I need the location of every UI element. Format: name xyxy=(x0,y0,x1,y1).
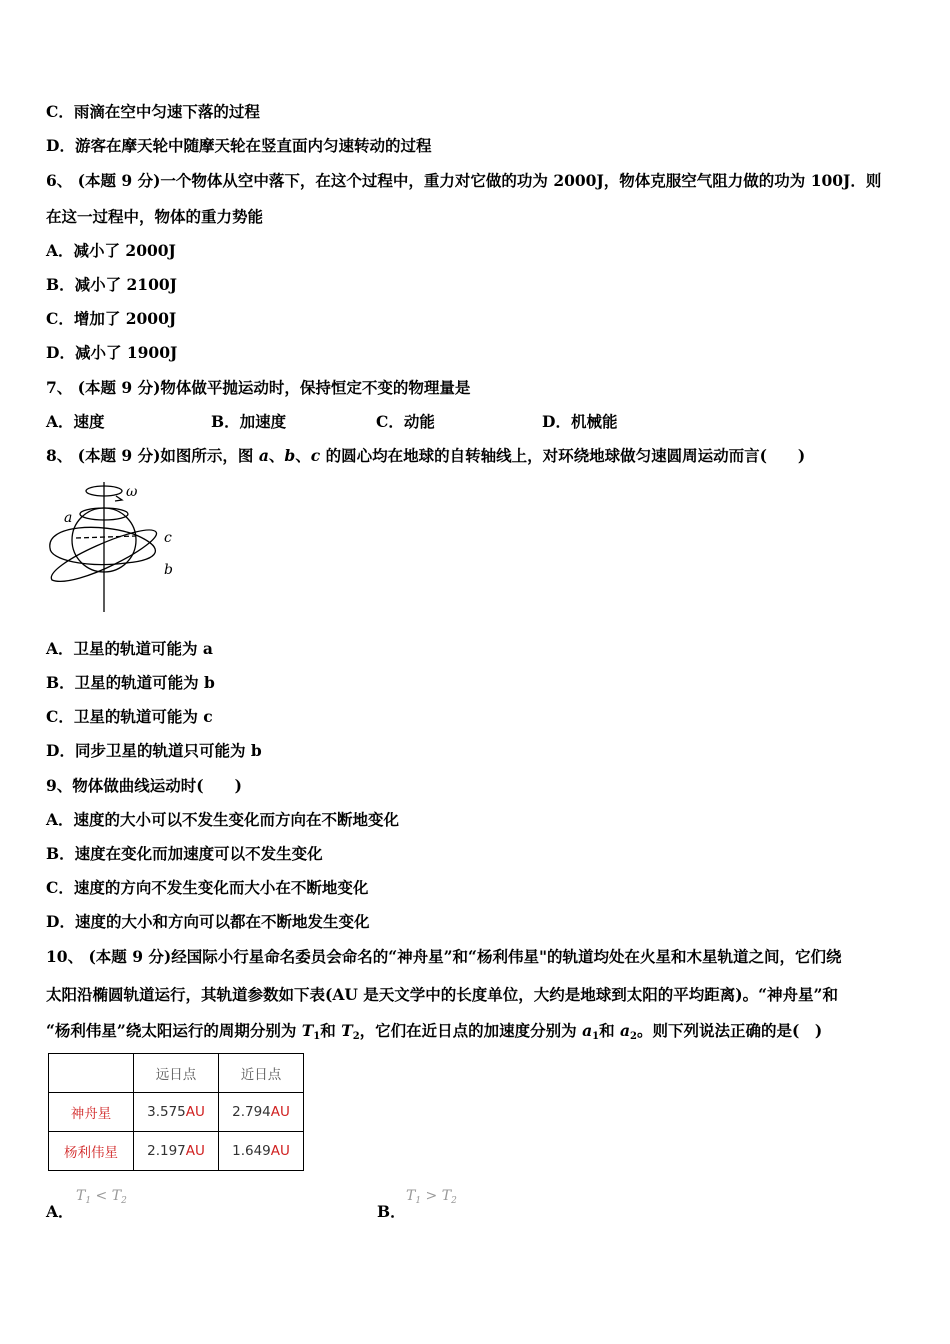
label-c: c xyxy=(164,530,172,546)
q6-option-a: A．减小了 2000J xyxy=(46,241,176,260)
q9-option-c: C．速度的方向不发生变化而大小在不断地变化 xyxy=(46,878,369,897)
far-value: 3.575 xyxy=(147,1104,186,1120)
far-value: 2.197 xyxy=(147,1143,186,1159)
table-header-cell: 远日点 xyxy=(134,1054,219,1093)
table-cell-name: 杨利伟星 xyxy=(49,1132,134,1171)
q6-stem-line2: 在这一过程中，物体的重力势能 xyxy=(46,207,264,226)
q10-option-a-label: A． xyxy=(46,1202,74,1221)
near-unit: AU xyxy=(270,1143,290,1159)
var-T1: T xyxy=(301,1021,314,1040)
q10-stem-line2: 太阳沿椭圆轨道运行，其轨道参数如下表(AU 是天文学中的长度单位，大约是地球到太阳的平均距离)。“神舟星”和 xyxy=(46,985,838,1004)
q10-stem-line3 xyxy=(46,1021,822,1047)
q7-stem: 7、 (本题 9 分)物体做平抛运动时，保持恒定不变的物理量是 xyxy=(46,378,471,397)
q9-stem: 9、物体做曲线运动时( ) xyxy=(46,776,242,795)
and-2: 和 xyxy=(599,1021,620,1040)
formula-op: > xyxy=(421,1188,442,1204)
formula-sub: 2 xyxy=(451,1196,457,1206)
rotation-arrowhead xyxy=(115,496,122,501)
table-cell-near xyxy=(219,1093,304,1132)
q8-sep1: 、 xyxy=(268,446,285,465)
table-cell-far xyxy=(134,1132,219,1171)
q10-stem-line1: 10、 (本题 9 分)经国际小行星命名委员会命名的“神舟星”和“杨利伟星"的轨道均处在火星和木星轨道之间，它们绕 xyxy=(46,947,842,966)
q5-option-c: C．雨滴在空中匀速下落的过程 xyxy=(46,102,260,121)
sub-a1: 1 xyxy=(592,1031,600,1042)
table-header-cell: 近日点 xyxy=(219,1054,304,1093)
var-a2: a xyxy=(620,1021,631,1040)
q7-options xyxy=(46,412,906,432)
q10-line3-mid: ，它们在近日点的加速度分别为 xyxy=(359,1021,583,1040)
formula-T: T xyxy=(406,1188,416,1204)
var-T2: T xyxy=(341,1021,353,1040)
q9-option-a: A．速度的大小可以不发生变化而方向在不断地变化 xyxy=(46,810,400,829)
q6-option-b: B．减小了 2100J xyxy=(46,275,177,294)
table-row xyxy=(49,1093,304,1132)
q8-var-c: c xyxy=(310,446,321,465)
q9-option-b: B．速度在变化而加速度可以不发生变化 xyxy=(46,844,323,863)
formula-op: < xyxy=(91,1188,112,1204)
table-cell-name: 神舟星 xyxy=(49,1093,134,1132)
q8-option-a: A．卫星的轨道可能为 a xyxy=(46,639,213,658)
table-cell-far xyxy=(134,1093,219,1132)
q10-option-a-formula xyxy=(76,1188,127,1206)
q8-stem-pre: 8、 (本题 9 分)如图所示，图 xyxy=(46,446,259,465)
orbit-c-hidden xyxy=(76,536,136,538)
formula-T: T xyxy=(111,1188,122,1204)
q8-option-d: D．同步卫星的轨道只可能为 b xyxy=(46,741,262,760)
var-a1: a xyxy=(582,1021,593,1040)
formula-sub: 2 xyxy=(121,1196,127,1206)
q9-option-d: D．速度的大小和方向可以都在不断地发生变化 xyxy=(46,912,370,931)
omega-label: ω xyxy=(126,484,138,500)
q10-option-b-formula xyxy=(406,1188,457,1206)
table-header-cell xyxy=(49,1054,134,1093)
q8-sep2: 、 xyxy=(295,446,311,465)
q8-var-a: a xyxy=(258,446,269,465)
q8-option-b: B．卫星的轨道可能为 b xyxy=(46,673,215,692)
label-a: a xyxy=(64,510,73,526)
q10-option-b-label: B． xyxy=(377,1202,406,1221)
formula-sub: 1 xyxy=(85,1196,92,1206)
q7-option-d: D．机械能 xyxy=(542,412,618,431)
sub-a2: 2 xyxy=(630,1031,638,1042)
q6-option-c: C．增加了 2000J xyxy=(46,309,177,328)
table-row xyxy=(49,1132,304,1171)
formula-sub: 1 xyxy=(415,1196,422,1206)
earth-orbit-figure xyxy=(46,480,196,615)
formula-T: T xyxy=(441,1188,452,1204)
near-value: 1.649 xyxy=(232,1143,271,1159)
near-unit: AU xyxy=(270,1104,290,1120)
far-unit: AU xyxy=(185,1104,205,1120)
q6-option-d: D．减小了 1900J xyxy=(46,343,178,362)
near-value: 2.794 xyxy=(232,1104,271,1120)
formula-T: T xyxy=(76,1188,86,1204)
and-1: 和 xyxy=(320,1021,342,1040)
far-unit: AU xyxy=(185,1143,205,1159)
table-header-row xyxy=(49,1054,304,1093)
sub-2: 2 xyxy=(352,1031,360,1042)
label-b: b xyxy=(164,562,173,578)
q10-line3-pre: “杨利伟星”绕太阳运行的周期分别为 xyxy=(46,1021,302,1040)
q5-option-d: D．游客在摩天轮中随摩天轮在竖直面内匀速转动的过程 xyxy=(46,136,432,155)
q8-stem xyxy=(46,446,805,466)
q7-option-a: A．速度 xyxy=(46,412,105,431)
table-cell-near xyxy=(219,1132,304,1171)
q8-option-c: C．卫星的轨道可能为 c xyxy=(46,707,213,726)
q8-var-b: b xyxy=(284,446,296,465)
orbit-parameter-table xyxy=(48,1053,304,1171)
sub-1: 1 xyxy=(313,1031,321,1042)
q10-line3-post: 。则下列说法正确的是( ) xyxy=(637,1021,823,1040)
q7-option-c: C．动能 xyxy=(376,412,435,431)
q6-stem-line1: 6、 (本题 9 分)一个物体从空中落下，在这个过程中，重力对它做的功为 2000J，物体克服空气阻力做的功为 100J．则 xyxy=(46,171,882,190)
q8-stem-post: 的圆心均在地球的自转轴线上，对环绕地球做匀速圆周运动而言( ) xyxy=(320,446,806,465)
q7-option-b: B．加速度 xyxy=(211,412,287,431)
